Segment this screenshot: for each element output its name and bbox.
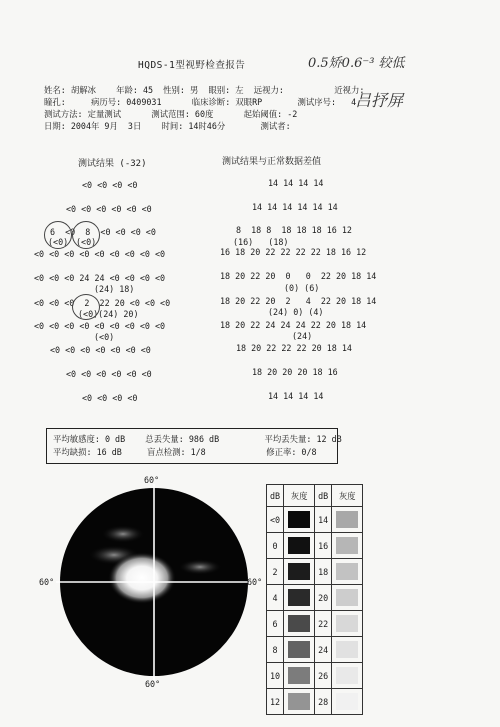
legend-db: 6 <box>267 611 284 637</box>
gray-swatch <box>288 563 310 580</box>
legend-db: 8 <box>267 637 284 663</box>
difference-row: 14 14 14 14 14 14 <box>252 202 338 212</box>
left-results-title: 测试结果 (-32) <box>78 159 147 169</box>
difference-row: 16 18 20 22 22 22 22 18 16 12 <box>220 247 367 257</box>
gray-swatch <box>336 667 358 684</box>
legend-header: 灰度 <box>332 485 363 507</box>
plot-label-left: 60° <box>39 577 55 587</box>
threshold-row: <0 <0 <0 <0 <0 <0 <0 <0 <0 <box>34 321 166 331</box>
hand-circle-mark <box>72 221 100 249</box>
sensitivity-spot <box>108 552 176 604</box>
legend-db: 12 <box>267 689 284 715</box>
gray-swatch <box>288 693 310 710</box>
legend-db: 20 <box>315 585 332 611</box>
patient-info-line-1: 姓名: 胡解冰 年龄: 45 性别: 男 眼别: 左 远视力: 近视力: <box>44 85 365 95</box>
plot-label-bottom: 60° <box>145 679 161 689</box>
gray-swatch <box>336 615 358 632</box>
legend-db: 16 <box>315 533 332 559</box>
difference-small-note: (0) (6) <box>284 283 320 293</box>
legend-db: 2 <box>267 559 284 585</box>
difference-row: 18 20 22 20 2 4 22 20 18 14 <box>220 296 377 306</box>
gray-swatch <box>336 693 358 710</box>
threshold-row: <0 <0 <0 <0 <0 <0 <0 <box>50 345 151 355</box>
threshold-small-note: (<0)(24) 20) <box>78 309 139 319</box>
difference-row: 18 20 22 22 22 20 18 14 <box>236 343 352 353</box>
grayscale-legend-table <box>266 484 363 715</box>
threshold-row: <0 <0 <0 <0 <0 <0 <box>66 369 152 379</box>
legend-swatch-cell <box>332 637 363 663</box>
gray-swatch <box>336 641 358 658</box>
difference-row: 18 20 22 24 24 24 22 20 18 14 <box>220 320 367 330</box>
legend-db: 28 <box>315 689 332 715</box>
gray-swatch <box>336 537 358 554</box>
difference-small-note: (24) <box>292 331 313 341</box>
gray-swatch <box>336 511 358 528</box>
legend-swatch-cell <box>332 533 363 559</box>
difference-row: 18 20 20 20 18 16 <box>252 367 338 377</box>
hand-circle-mark <box>44 221 72 249</box>
gray-swatch <box>336 563 358 580</box>
sensitivity-spot <box>101 525 145 543</box>
summary-box <box>46 428 342 464</box>
gray-swatch <box>288 511 310 528</box>
gray-swatch <box>288 589 310 606</box>
legend-db: <0 <box>267 507 284 533</box>
threshold-row: <0 <0 <0 <0 <0 <0 <0 <0 <0 <box>34 249 166 259</box>
legend-swatch-cell <box>332 585 363 611</box>
legend-header: dB <box>315 485 332 507</box>
handwritten-acuity-note: 0.5矫0.6⁻³ 较低 <box>308 56 405 71</box>
sensitivity-spot <box>178 559 222 575</box>
gray-swatch <box>288 615 310 632</box>
threshold-small-note: (<0) <box>76 237 97 247</box>
hand-circle-mark <box>72 294 100 320</box>
threshold-small-note: (<0) <box>94 332 115 342</box>
summary-row-1: 平均敏感度: 0 dB 总丢失量: 986 dB 平均丢失量: 12 dB <box>53 434 342 444</box>
legend-swatch-cell <box>284 559 315 585</box>
legend-db: 18 <box>315 559 332 585</box>
legend-header: 灰度 <box>284 485 315 507</box>
threshold-row: <0 <0 <0 <0 <box>82 393 138 403</box>
legend-swatch-cell <box>284 663 315 689</box>
handwritten-initials: 吕抒屏 <box>355 91 404 110</box>
right-results-title: 测试结果与正常数据差值 <box>222 157 322 167</box>
legend-db: 22 <box>315 611 332 637</box>
threshold-row: <0 <0 <0 24 24 <0 <0 <0 <0 <box>34 273 166 283</box>
legend-db: 24 <box>315 637 332 663</box>
threshold-small-note: (24) 18) <box>94 284 135 294</box>
legend-swatch-cell <box>332 663 363 689</box>
legend-header: dB <box>267 485 284 507</box>
difference-row: 18 20 22 20 0 0 22 20 18 14 <box>220 271 377 281</box>
threshold-row: <0 <0 <0 <0 <box>82 180 138 190</box>
gray-swatch <box>288 537 310 554</box>
legend-db: 4 <box>267 585 284 611</box>
legend-db: 10 <box>267 663 284 689</box>
legend-swatch-cell <box>332 507 363 533</box>
threshold-row: <0 <0 <0 <0 <0 <0 <box>66 204 152 214</box>
patient-info-line-2: 瞳孔: 病历号: 0409031 临床诊断: 双眼RP 测试序号: 4 <box>44 97 357 107</box>
gray-swatch <box>336 589 358 606</box>
threshold-row: 6 <0 8 <0 <0 <0 <0 <box>50 227 156 237</box>
difference-row: 8 18 8 18 18 18 16 12 <box>236 225 352 235</box>
report-title: HQDS-1型视野检查报告 <box>138 60 246 71</box>
legend-swatch-cell <box>332 611 363 637</box>
threshold-small-note: (<0) <box>48 237 69 247</box>
legend-swatch-cell <box>284 689 315 715</box>
threshold-row: <0 <0 <0 2 22 20 <0 <0 <0 <box>34 298 171 308</box>
plot-label-top: 60° <box>144 475 160 485</box>
legend-swatch-cell <box>284 585 315 611</box>
difference-row: 14 14 14 14 <box>268 178 324 188</box>
patient-info-line-4: 日期: 2004年 9月 3日 时间: 14时46分 测试者: <box>44 121 291 131</box>
difference-small-note: (24) 0) (4) <box>268 307 324 317</box>
plot-label-right: 60° <box>247 577 263 587</box>
legend-swatch-cell <box>332 559 363 585</box>
legend-swatch-cell <box>332 689 363 715</box>
legend-swatch-cell <box>284 637 315 663</box>
gray-swatch <box>288 667 310 684</box>
difference-row: 14 14 14 14 <box>268 391 324 401</box>
difference-small-note: (16) (18) <box>233 237 289 247</box>
legend-db: 0 <box>267 533 284 559</box>
patient-info-line-3: 测试方法: 定量测试 测试范围: 60度 起始阈值: -2 <box>44 109 298 119</box>
legend-swatch-cell <box>284 611 315 637</box>
legend-db: 14 <box>315 507 332 533</box>
legend-db: 26 <box>315 663 332 689</box>
legend-swatch-cell <box>284 533 315 559</box>
visual-field-map <box>50 476 264 688</box>
gray-swatch <box>288 641 310 658</box>
legend-swatch-cell <box>284 507 315 533</box>
summary-row-2: 平均缺损: 16 dB 盲点检测: 1/8 修正率: 0/8 <box>53 447 317 457</box>
